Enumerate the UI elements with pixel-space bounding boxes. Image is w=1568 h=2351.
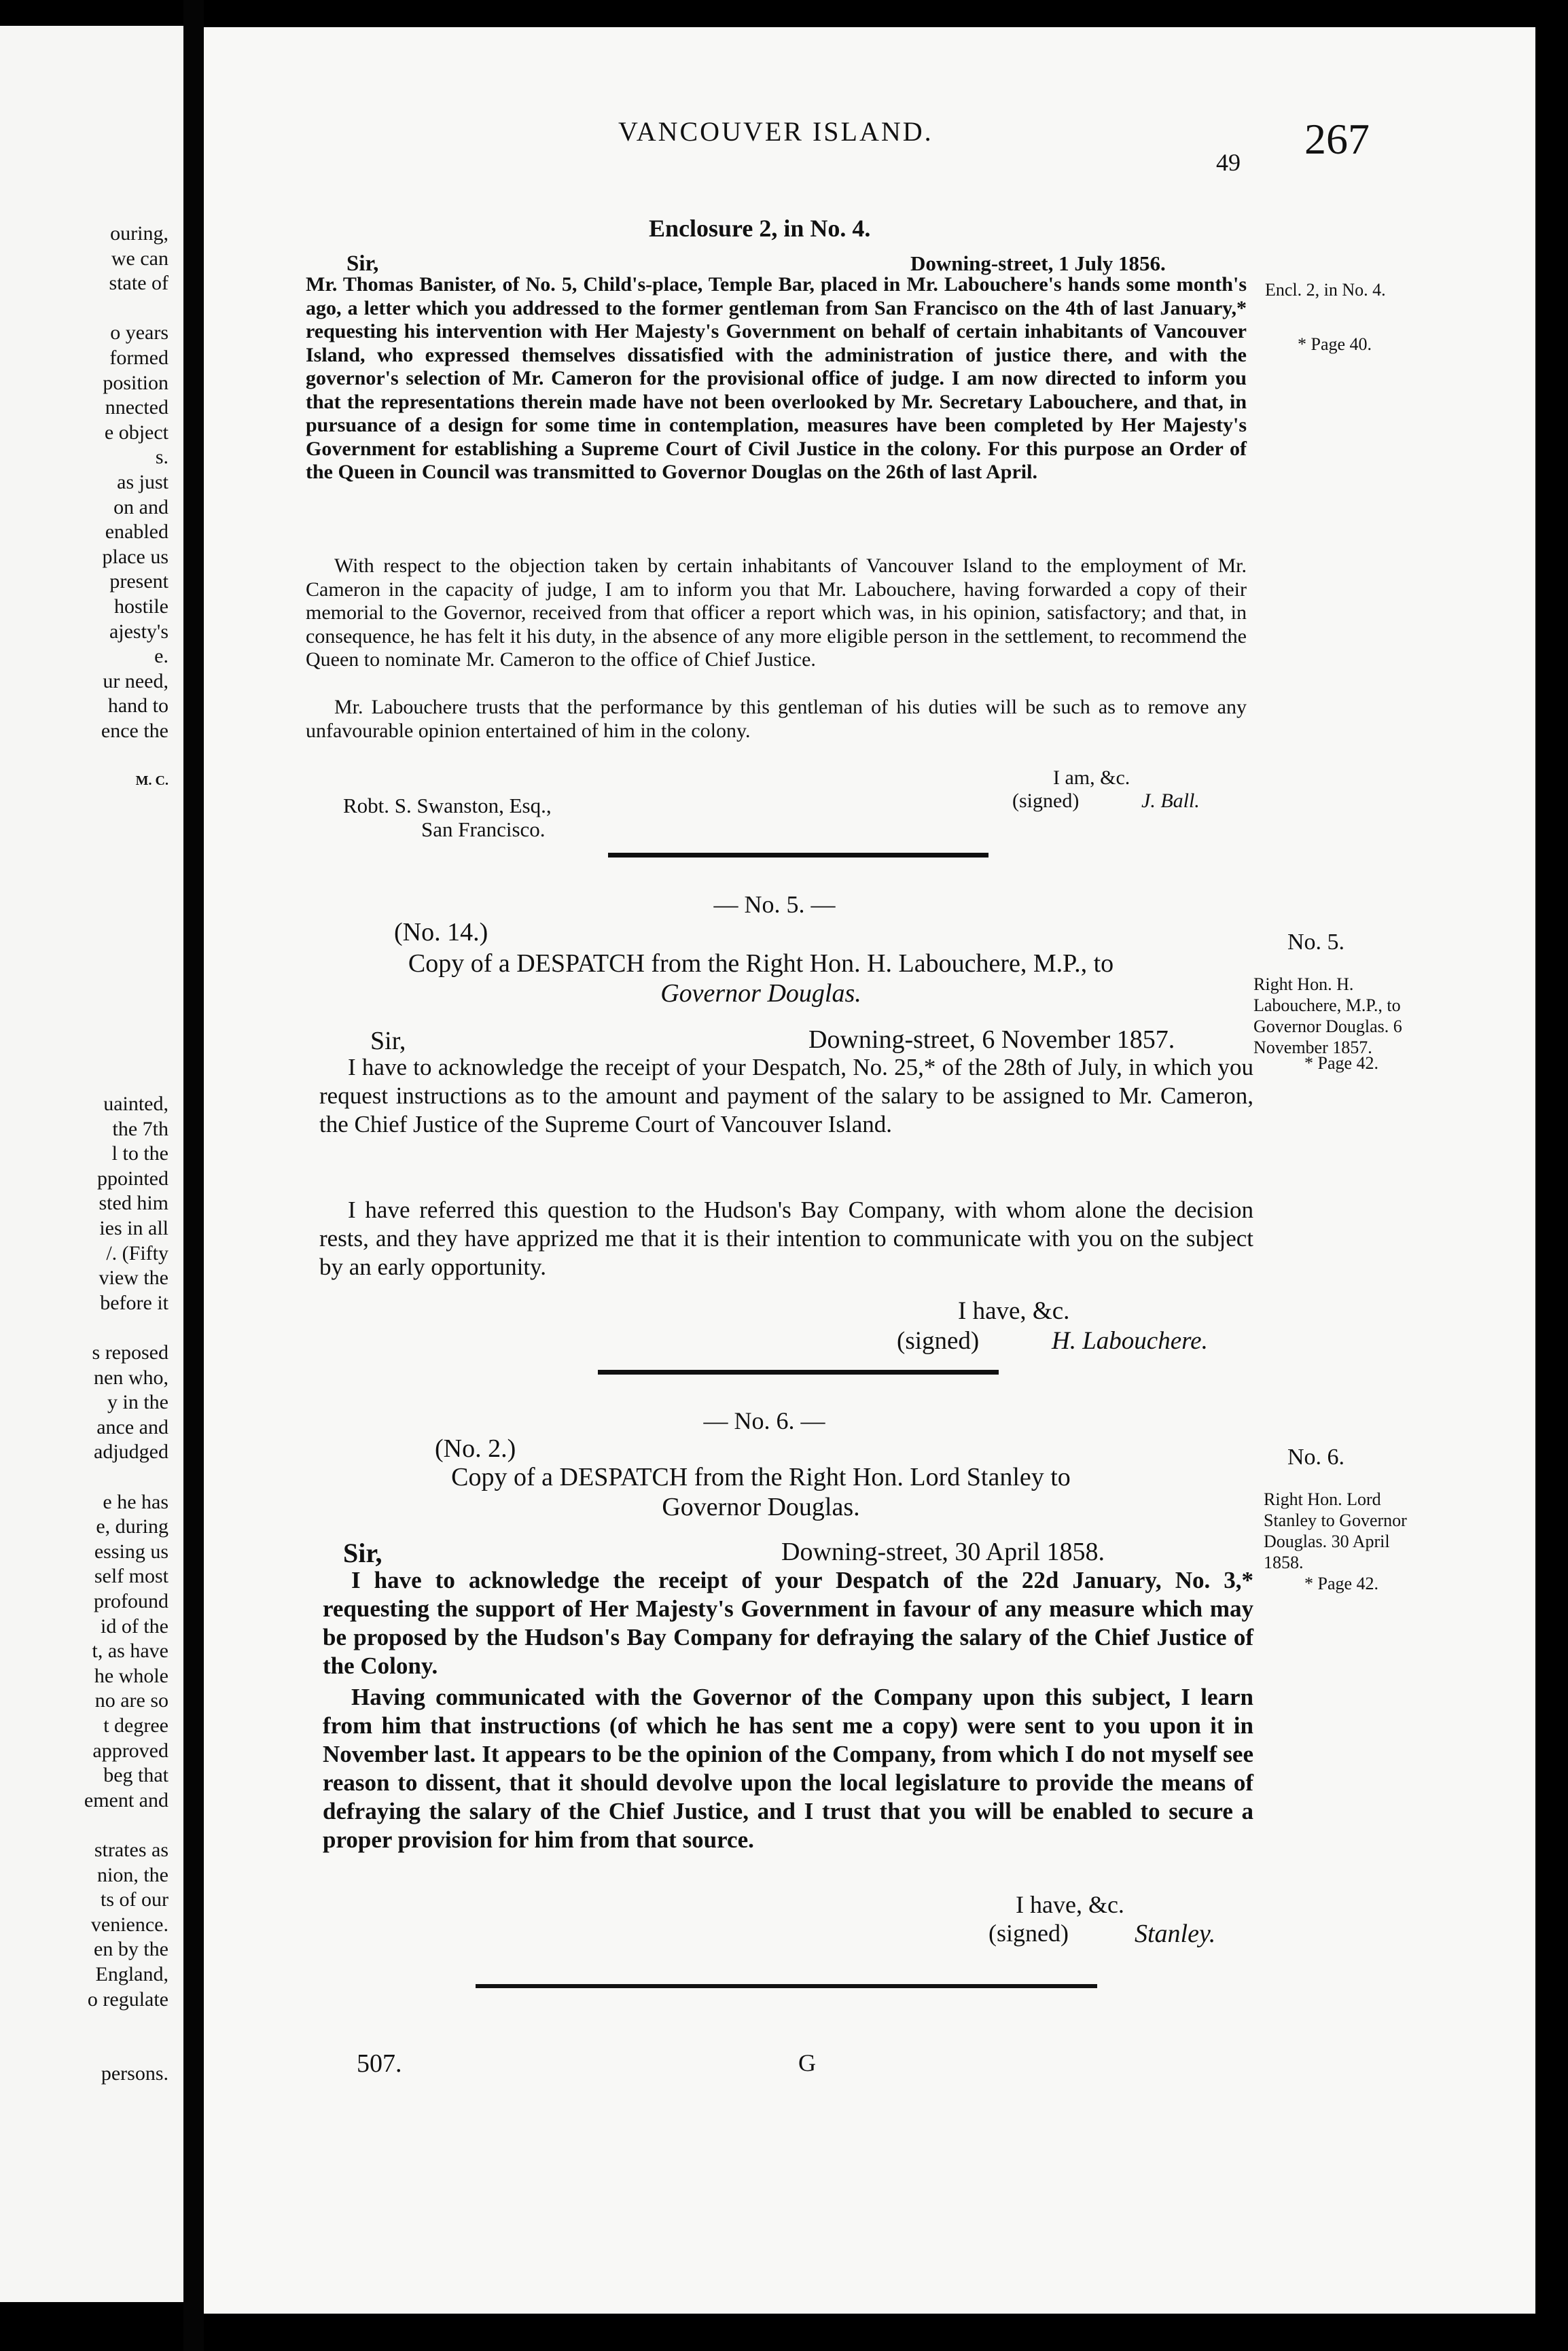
- fragment-line: e, during: [96, 1515, 168, 1538]
- fragment-line: ppointed: [97, 1167, 168, 1190]
- fragment-line: hand to: [107, 694, 168, 718]
- despatch-title: Copy of a DESPATCH from the Right Hon. Lord Stanley to: [451, 1463, 1071, 1491]
- margin-ref-enclosure: * Page 40.: [1298, 334, 1372, 354]
- fragment-line: essing us: [94, 1540, 168, 1563]
- fragment-line: ur need,: [103, 669, 168, 692]
- page-number: 49: [1216, 149, 1241, 176]
- enclosure-title: Enclosure 2, in No. 4.: [649, 215, 871, 242]
- despatch-body: I have to acknowledge the receipt of your Despatch, No. 25,* of the 28th of July, in which you request instructions as to the amount and payment of the salary to be assigned to Mr. Cameron, the Chief Justice of the Supreme Court of Vancouver Island.: [319, 1054, 1253, 1137]
- fragment-line: l to the: [111, 1142, 168, 1165]
- fragment-line: place us: [102, 545, 168, 568]
- despatch-title: Copy of a DESPATCH from the Right Hon. H. Labouchere, M.P., to: [408, 949, 1114, 978]
- fragment-line: approved: [92, 1739, 168, 1762]
- previous-page-fragment: [0, 26, 183, 2302]
- fragment-line: strates as: [94, 1839, 168, 1861]
- section-divider: [476, 1984, 1097, 1988]
- fragment-line: o regulate: [87, 1987, 168, 2011]
- fragment-line: en by the: [94, 1938, 168, 1961]
- despatch-body: I have to acknowledge the receipt of your Despatch of the 22d January, No. 3,* requesting the support of Her Majesty's Government in favour of any measure which may be proposed by the Hudson's Bay Company for defraying the salary of the Chief Justice of the Colony.: [323, 1567, 1253, 1679]
- enclosure-body-2: With respect to the objection taken by certain inhabitants of Vancouver Island to the employment of Mr. Cameron in the capacity of judge, I am to inform you that Mr. Labouchere, having forwarded a copy of their memorial to the Governor, received from that officer a report which was, in his opinion, satisfactory; and that, in consequence, he has felt it his duty, in the absence of any more eligible person in the settlement, to recommend the Queen to nominate Mr. Cameron to the office of Chief Justice.: [306, 554, 1247, 671]
- fragment-line: no are so: [94, 1689, 168, 1712]
- fragment-line: as just: [117, 471, 168, 493]
- despatch-body-2: Having communicated with the Governor of the Company upon this subject, I learn from him that instructions (of which he has sent me a copy) were sent to you upon it in November last. It appears to be the opinion of the Company, from which I do not myself see reason to dissent, that it should devolve upon the local legislature to provide the means of defraying the salary of the Chief Justice, and I trust that you will be enabled to secure a proper provision for him from that source.: [323, 1684, 1253, 1853]
- fragment-line: ouring,: [110, 222, 168, 245]
- fragment-line: t degree: [103, 1714, 168, 1737]
- margin-summary: Right Hon. H. Labouchere, M.P., to Governor Douglas. 6 November 1857.: [1253, 974, 1402, 1057]
- fragment-line: t, as have: [92, 1640, 168, 1663]
- fragment-line: England,: [95, 1963, 168, 1985]
- fragment-line: he whole: [94, 1664, 168, 1687]
- fragment-line: venience.: [90, 1913, 168, 1936]
- running-title: VANCOUVER ISLAND.: [618, 116, 933, 147]
- fragment-line: beg that: [103, 1764, 168, 1787]
- fragment-line: ement and: [84, 1788, 168, 1811]
- fragment-line: ies in all: [99, 1217, 168, 1239]
- margin-note-enclosure: Encl. 2, in No. 4.: [1265, 280, 1386, 300]
- fragment-line: hostile: [114, 595, 168, 618]
- letter-date: Downing-street, 6 November 1857.: [808, 1025, 1175, 1054]
- fragment-line: sted him: [99, 1192, 168, 1215]
- signature-mark: G: [798, 2049, 816, 2076]
- fragment-line: enabled: [105, 520, 168, 544]
- signature: Stanley.: [1135, 1920, 1216, 1948]
- book-gutter: [183, 0, 204, 2351]
- fragment-line: persons.: [101, 2062, 168, 2085]
- salutation: Sir,: [370, 1027, 406, 1055]
- fragment-line: ajesty's: [109, 620, 168, 643]
- signature: J. Ball.: [1141, 790, 1200, 812]
- closing: I have, &c.: [1016, 1891, 1124, 1918]
- fragment-line: uainted,: [103, 1093, 168, 1115]
- fragment-line: position: [103, 371, 168, 394]
- signature: H. Labouchere.: [1052, 1327, 1208, 1355]
- despatch-number: (No. 2.): [435, 1434, 516, 1463]
- fragment-line: adjudged: [94, 1440, 168, 1464]
- fragment-line: ence the: [101, 720, 168, 742]
- fragment-line: o years: [110, 321, 168, 344]
- footer-number: 507.: [357, 2049, 402, 2078]
- margin-summary: Right Hon. Lord Stanley to Governor Douglas. 30 April 1858.: [1264, 1489, 1407, 1572]
- folio-number: 267: [1304, 115, 1370, 163]
- signed-label: (signed): [988, 1920, 1069, 1947]
- letter-date: Downing-street, 30 April 1858.: [781, 1538, 1105, 1566]
- fragment-line: id of the: [101, 1614, 168, 1638]
- despatch-number: (No. 14.): [394, 918, 488, 947]
- fragment-line: /. (Fifty: [106, 1241, 168, 1265]
- margin-number: No. 6.: [1287, 1445, 1345, 1470]
- section-divider: [598, 1370, 999, 1375]
- fragment-line: s.: [155, 446, 168, 469]
- section-heading-no6: — No. 6. —: [703, 1407, 825, 1434]
- fragment-line: ance and: [96, 1415, 168, 1438]
- letter-date: Downing-street, 1 July 1856.: [910, 251, 1166, 275]
- enclosure-body: Mr. Thomas Banister, of No. 5, Child's-place, Temple Bar, placed in Mr. Labouchere's hands some month's ago, a letter which you addressed to the former gentleman from San Francisco on the 4th of last January,* requesting his intervention with Her Majesty's Government on behalf of certain inhabitants of Vancouver Island, who expressed themselves dissatisfied with the administration of justice there, and with the governor's selection of Mr. Cameron for the provisional office of judge. I am now directed to inform you that the representations therein made have not been overlooked by Mr. Secretary Labouchere, and that, in pursuance of a design for some time in contemplation, measures have been completed by Her Majesty's Government for establishing a Supreme Court of Civil Justice in the colony. For this purpose an Order of the Queen in Council was transmitted to Governor Douglas on the 26th of last April.: [306, 273, 1247, 483]
- fragment-line: on and: [113, 495, 168, 518]
- fragment-line: e.: [154, 645, 168, 668]
- fragment-line: nnected: [105, 396, 168, 419]
- salutation: Sir,: [346, 251, 379, 276]
- despatch-title-recipient: Governor Douglas.: [660, 979, 861, 1008]
- enclosure-body-3: Mr. Labouchere trusts that the performance by this gentleman of his duties will be such as to remove any unfavourable opinion entertained of him in the colony.: [306, 696, 1247, 742]
- despatch-title-recipient: Governor Douglas.: [662, 1493, 860, 1521]
- fragment-line: state of: [109, 272, 168, 295]
- fragment-line: present: [109, 570, 168, 593]
- fragment-line: formed: [109, 347, 168, 369]
- fragment-line: e he has: [103, 1490, 168, 1513]
- fragment-line: y in the: [107, 1391, 168, 1414]
- fragment-line: before it: [100, 1291, 168, 1314]
- fragment-line: the 7th: [112, 1117, 168, 1140]
- document-page: [204, 27, 1535, 2314]
- signed-label: (signed): [897, 1327, 980, 1355]
- margin-ref-no6: * Page 42.: [1304, 1574, 1379, 1593]
- fragment-line: M. C.: [135, 773, 168, 789]
- fragment-line: ts of our: [101, 1888, 168, 1911]
- despatch-body-2: I have referred this question to the Hudson's Bay Company, with whom alone the decision rests, and they have apprized me that it is their intention to communicate with you on the subject by an early opportunity.: [319, 1197, 1253, 1280]
- addressee-name: Robt. S. Swanston, Esq.,: [343, 794, 552, 817]
- salutation: Sir,: [343, 1538, 382, 1568]
- fragment-line: we can: [111, 247, 168, 270]
- addressee-place: San Francisco.: [421, 817, 546, 841]
- fragment-line: profound: [94, 1590, 168, 1612]
- signed-label: (signed): [1012, 790, 1080, 812]
- fragment-line: nion, the: [97, 1863, 168, 1886]
- section-heading-no5: — No. 5. —: [713, 891, 836, 918]
- fragment-line: nen who,: [94, 1366, 168, 1389]
- fragment-line: self most: [94, 1565, 168, 1588]
- fragment-line: s reposed: [92, 1341, 168, 1364]
- fragment-line: e object: [104, 421, 168, 444]
- section-divider: [608, 853, 988, 858]
- closing: I am, &c.: [1053, 766, 1130, 789]
- margin-number: No. 5.: [1287, 930, 1345, 955]
- fragment-line: view the: [99, 1267, 168, 1290]
- margin-ref-no5: * Page 42.: [1304, 1053, 1379, 1073]
- closing: I have, &c.: [958, 1297, 1070, 1325]
- margin-note-no6: [1264, 1426, 1427, 1594]
